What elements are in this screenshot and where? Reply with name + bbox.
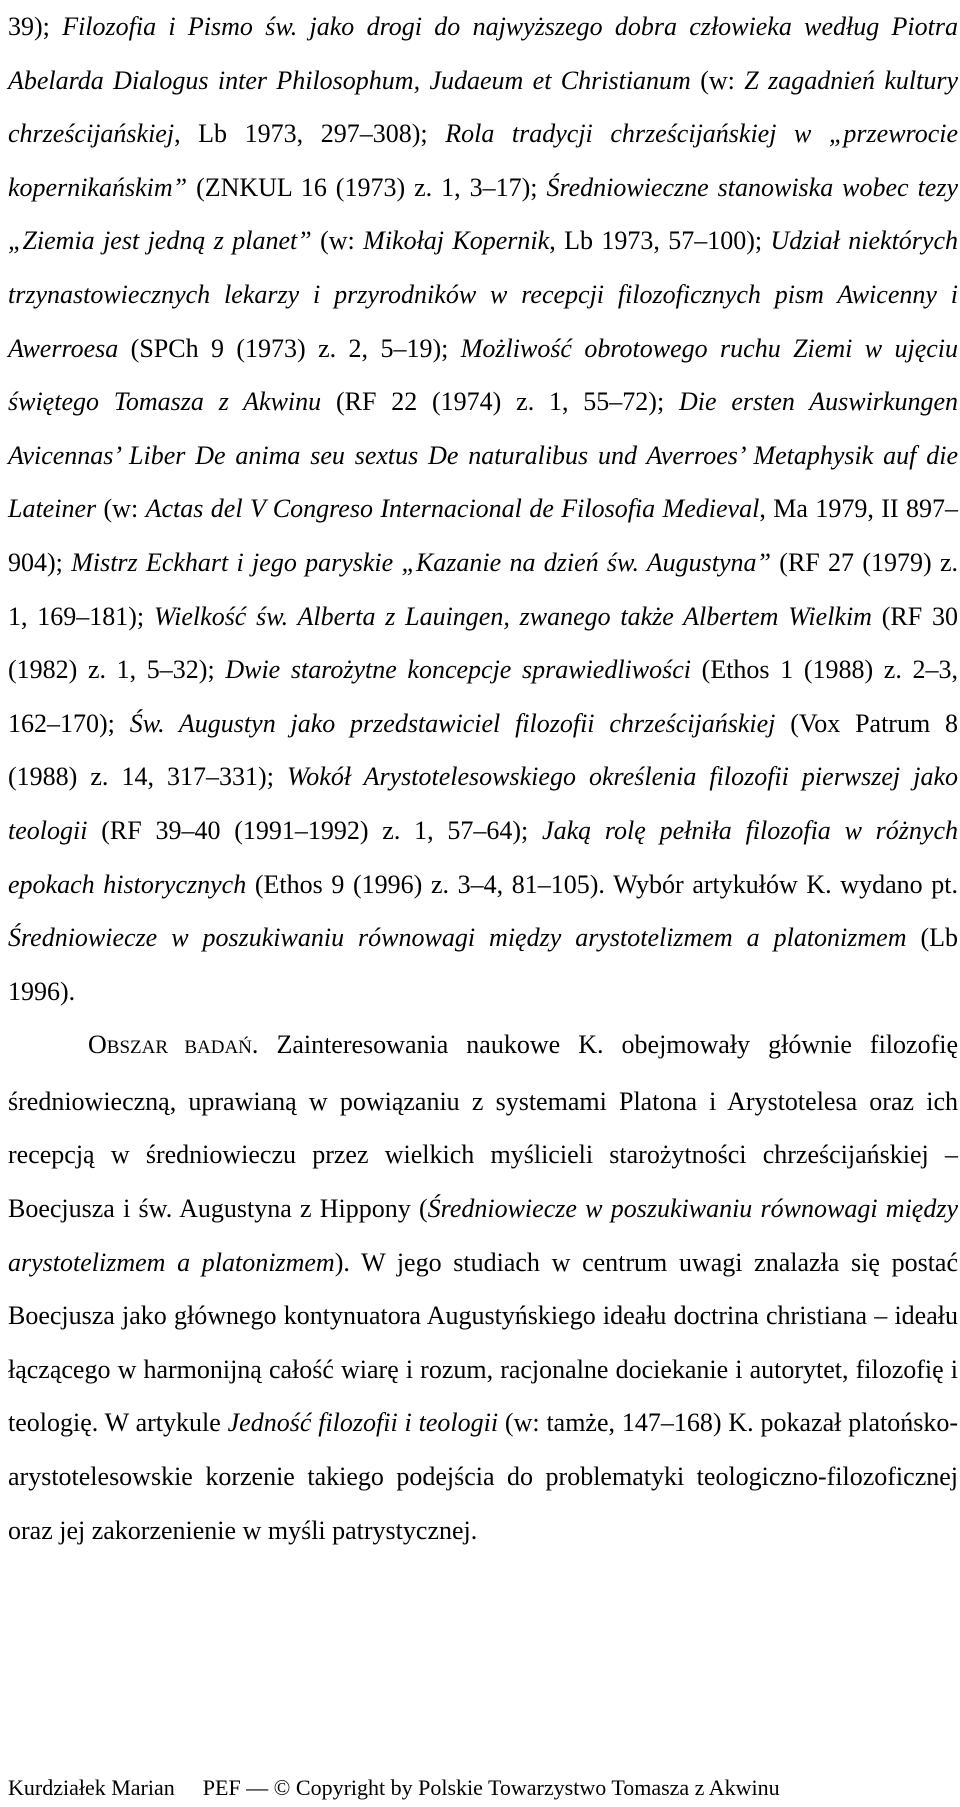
footer-source: PEF — © Copyright by Polskie Towarzystwo Tomasza z Akwinu (202, 1775, 780, 1800)
italic-title-run: Rola tradycji chrześcijańskiej w „przewrocie kopernikańskim” (8, 119, 959, 202)
italic-title-run: Św. Augustyn jako przedstawiciel filozofii chrześcijańskiej (129, 708, 776, 738)
italic-title-run: Mikołaj Kopernik (363, 226, 550, 256)
heading-part: BSZAR (106, 1037, 185, 1059)
text-run: (RF 27 (1979) z. 1, 169–181); (8, 547, 958, 631)
italic-title-run: Średniowieczne stanowiska wobec tezy „Ziemia jest jedną z planet” (8, 172, 958, 256)
section-heading-obszar-badan (88, 1030, 258, 1059)
text-run: ). W jego studiach w centrum uwagi znalazła się postać Boecjusza jako głównego kontynuatora Augustyńskiego ideału doctrina christiana – ideału łączącego w harmonijną całość wiarę i rozum, racjonalne dociekanie i autorytet, filozofię i teologię. W artykule (8, 1247, 958, 1438)
italic-title-run: Wielkość św. Alberta z Lauingen, zwanego także Albertem Wielkim (153, 601, 872, 631)
italic-title-run: Mistrz Eckhart i jego paryskie „Kazanie na dzień św. Augustyna” (71, 547, 771, 577)
italic-title-run: Dwie starożytne koncepcje sprawiedliwości (225, 655, 692, 685)
text-run: (w: (311, 226, 364, 256)
text-run: , Lb 1973, 297–308); (174, 119, 446, 149)
italic-title-run: Średniowiecze w poszukiwaniu równowagi między arystotelizmem a platonizmem (8, 923, 907, 953)
italic-title-run: Wokół Arystotelesowskiego określenia filozofii pierwszej jako teologii (8, 762, 958, 845)
italic-title-run: Actas del V Congreso Internacional de Filosofia Medieval (145, 494, 760, 524)
document-page (8, 0, 958, 1557)
footer-author: Kurdziałek Marian (8, 1775, 175, 1800)
italic-title-run: Udział niektórych trzynastowiecznych lekarzy i przyrodników w recepcji filozoficznych pism Awicenny i Awerroesa (8, 226, 958, 363)
text-run: (Ethos 1 (1988) z. 2–3, 162–170); (8, 655, 958, 738)
text-run: (w: (96, 494, 146, 524)
text-run: (Lb 1996). (8, 923, 958, 1006)
italic-title-run: Średniowiecze w poszukiwaniu równowagi między arystotelizmem a platonizmem (8, 1194, 958, 1277)
text-run: (Ethos 9 (1996) z. 3–4, 81–105). Wybór artykułów K. wydano pt. (246, 869, 958, 899)
text-run: (RF 39–40 (1991–1992) z. 1, 57–64); (87, 815, 543, 845)
text-run: , Lb 1973, 57–100); (549, 226, 771, 256)
text-run: (Vox Patrum 8 (1988) z. 14, 317–331); (8, 708, 958, 792)
text-run: (w: tamże, 147–168) K. pokazał platońsko-arystotelesowskie korzenie takiego podejścia do problematyki teologiczno-filozoficznej oraz jej zakorzenienie w myśli patrystycznej. (8, 1408, 958, 1545)
heading-part: O (88, 1030, 107, 1060)
page-footer (8, 1773, 948, 1803)
text-run: (RF 22 (1974) z. 1, 55–72); (321, 387, 679, 417)
text-run: (ZNKUL 16 (1973) z. 1, 3–17); (187, 172, 547, 202)
text-run: Zainteresowania naukowe K. obejmowały głównie filozofię średniowieczną, uprawianą w powiązaniu z systemami Platona i Arystotelesa oraz ich recepcją w średniowieczu przez wielkich myślicieli starożytności chrześcijańskiej – Boecjusza i św. Augustyna z Hippony ( (8, 1030, 958, 1224)
text-run: (w: (690, 65, 745, 95)
italic-title-run: Jedność filozofii i teologii (227, 1408, 499, 1438)
text-run: (SPCh 9 (1973) z. 2, 5–19); (118, 333, 461, 363)
italic-title-run: Die ersten Auswirkungen Avicennas’ Liber De anima seu sextus De naturalibus und Averroes’ Metaphysik auf die Lateiner (8, 387, 958, 524)
italic-title-run: Z zagadnień kultury chrześcijańskiej (8, 65, 958, 149)
text-run: , Ma 1979, II 897–904); (8, 494, 958, 577)
italic-title-run: Możliwość obrotowego ruchu Ziemi w ujęciu świętego Tomasza z Akwinu (8, 333, 958, 417)
heading-part: BADAŃ (184, 1037, 252, 1059)
research-area-paragraph (8, 1018, 958, 1557)
bibliography-paragraph (8, 0, 958, 1018)
heading-part: . (251, 1030, 259, 1060)
text-run: (RF 30 (1982) z. 1, 5–32); (8, 601, 958, 685)
text-run: 39); (8, 12, 63, 41)
italic-title-run: Jaką rolę pełniła filozofia w różnych epokach historycznych (8, 815, 959, 899)
italic-title-run: Filozofia i Pismo św. jako drogi do najwyższego dobra człowieka według Piotra Abelarda Dialogus inter Philosophum, Judaeum et Christianum (8, 12, 958, 95)
